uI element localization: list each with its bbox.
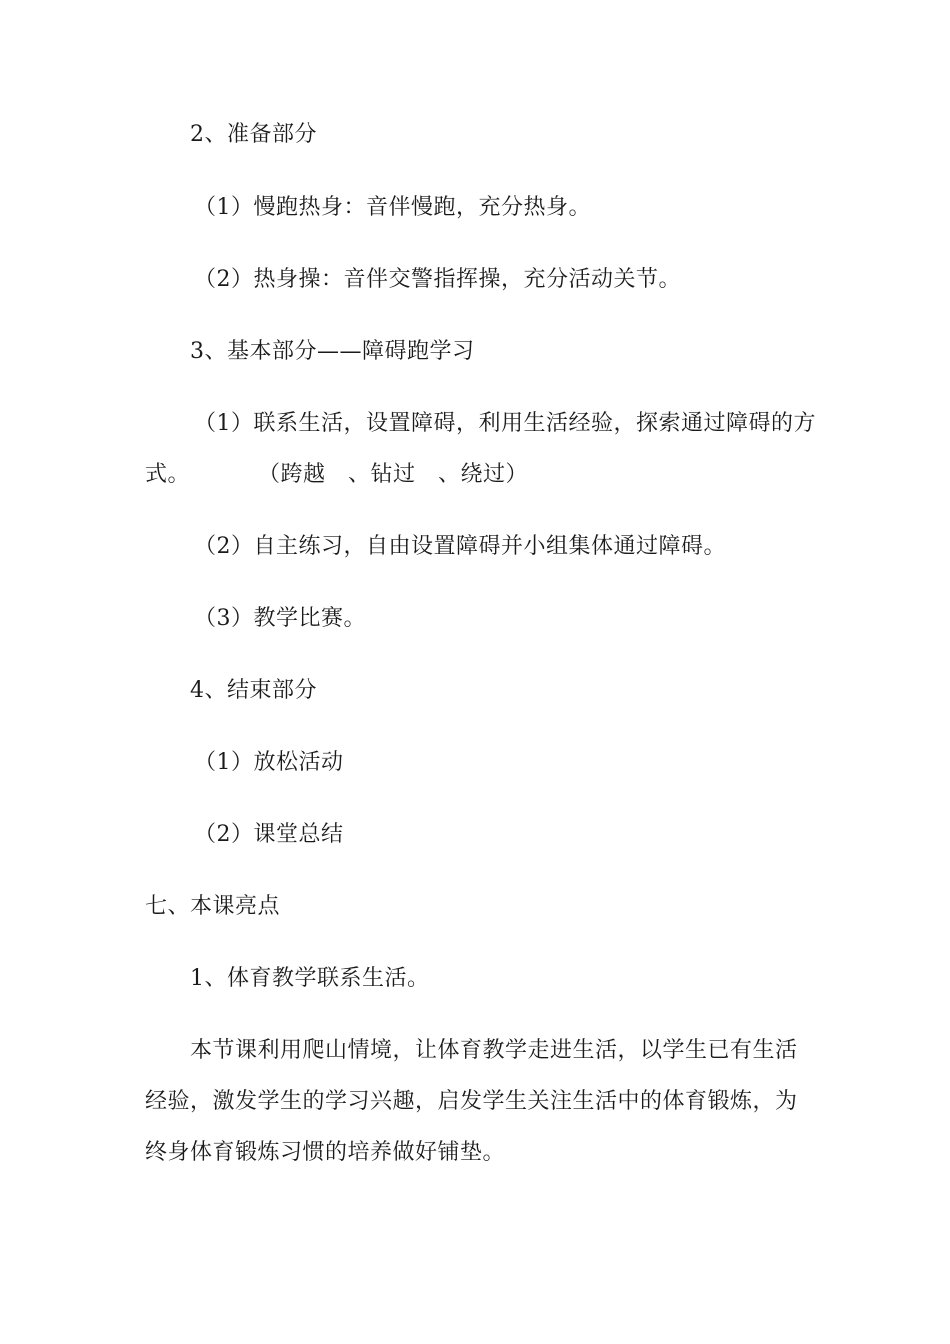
list-item-obstacle-setup: （1）联系生活，设置障碍，利用生活经验，探索通过障碍的方	[194, 411, 816, 436]
list-item-class-summary: （2）课堂总结	[194, 822, 344, 847]
list-item-self-practice: （2）自主练习，自由设置障碍并小组集体通过障碍。	[194, 534, 726, 559]
list-item-relaxation: （1）放松活动	[194, 750, 344, 775]
list-item-teaching-competition: （3）教学比赛。	[194, 606, 366, 631]
section-heading-basic-part: 3、基本部分——障碍跑学习	[190, 339, 475, 364]
section-heading-ending: 4、结束部分	[190, 678, 317, 703]
paragraph-line-2: 经验，激发学生的学习兴趣，启发学生关注生活中的体育锻炼，为	[145, 1089, 798, 1114]
section-heading-preparation: 2、准备部分	[190, 122, 317, 147]
highlight-heading-life-connection: 1、体育教学联系生活。	[190, 966, 430, 991]
paragraph-line-3: 终身体育锻炼习惯的培养做好铺垫。	[145, 1140, 506, 1165]
list-item-warmup-exercise: （2）热身操：音伴交警指挥操，充分活动关节。	[194, 267, 681, 292]
paragraph-line-1: 本节课利用爬山情境，让体育教学走进生活，以学生已有生活	[190, 1038, 798, 1063]
list-item-obstacle-setup-continued: 式。 （跨越 、钻过 、绕过）	[145, 462, 529, 487]
chapter-heading-highlights: 七、本课亮点	[145, 894, 281, 919]
list-item-jog-warmup: （1）慢跑热身：音伴慢跑，充分热身。	[194, 195, 591, 220]
